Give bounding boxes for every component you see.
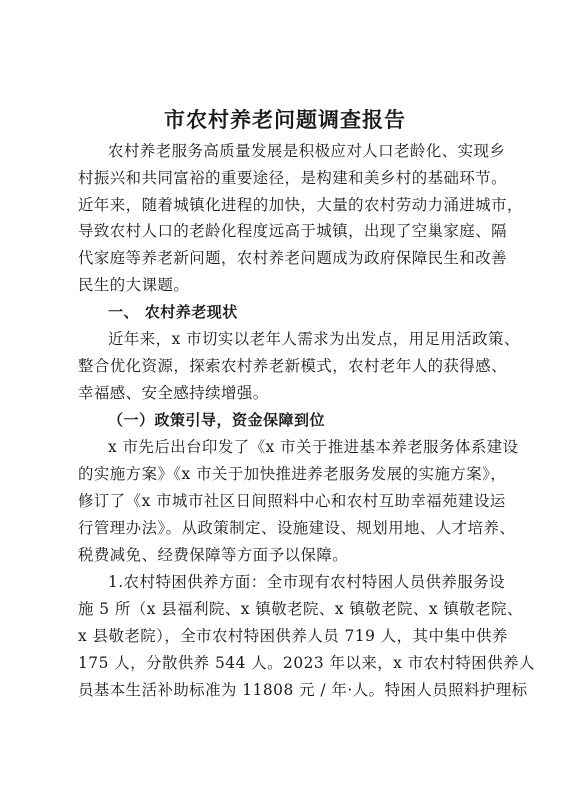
paragraph-line: 导致农村人口的老龄化程度远高于城镇，出现了空巢家庭、隔 [78,222,508,240]
section-heading: 一、 农村养老现状 [108,303,238,321]
paragraph-line: 幸福感、安全感持续增强。 [78,384,269,402]
document-title: 市农村养老问题调查报告 [164,108,406,132]
paragraph-line: 1.农村特困供养方面：全市现有农村特困人员供养服务设 [108,573,506,591]
paragraph-line: 整合优化资源，探索农村养老新模式，农村老年人的获得感、 [78,357,508,375]
paragraph-line: 农村养老服务高质量发展是积极应对人口老龄化、实现乡 [108,142,506,160]
paragraph-line: 代家庭等养老新问题，农村养老问题成为政府保障民生和改善 [78,249,508,267]
subsection-heading: （一）政策引导，资金保障到位 [108,411,326,429]
paragraph-line: 行管理办法》。从政策制定、设施建设、规划用地、人才培养、 [78,519,516,537]
paragraph-line: 的实施方案》《x 市关于加快推进养老服务发展的实施方案》， [78,465,507,483]
paragraph-line: 近年来，x 市切实以老年人需求为出发点，用足用活政策、 [108,330,520,348]
paragraph-line: x 县敬老院），全市农村特困供养人员 719 人，其中集中供养 [78,627,508,645]
paragraph-line: 民生的大课题。 [78,276,190,294]
paragraph-line: 修订了《x 市城市社区日间照料中心和农村互助幸福苑建设运 [78,492,506,510]
paragraph-line: 175 人，分散供养 544 人。2023 年以来，x 市农村特困供养人 [78,654,535,672]
paragraph-line: 施 5 所（x 县福利院、x 镇敬老院、x 镇敬老院、x 镇敬老院、 [78,600,523,618]
paragraph-line: 近年来，随着城镇化进程的加快，大量的农村劳动力涌进城市， [78,196,523,214]
paragraph-line: 员基本生活补助标准为 11808 元 / 年·人。特困人员照料护理标 [78,681,528,699]
paragraph-line: 税费减免、经费保障等方面予以保障。 [78,546,349,564]
paragraph-line: x 市先后出台印发了《x 市关于推进基本养老服务体系建设 [108,438,519,456]
paragraph-line: 村振兴和共同富裕的重要途径，是构建和美乡村的基础环节。 [78,169,508,187]
